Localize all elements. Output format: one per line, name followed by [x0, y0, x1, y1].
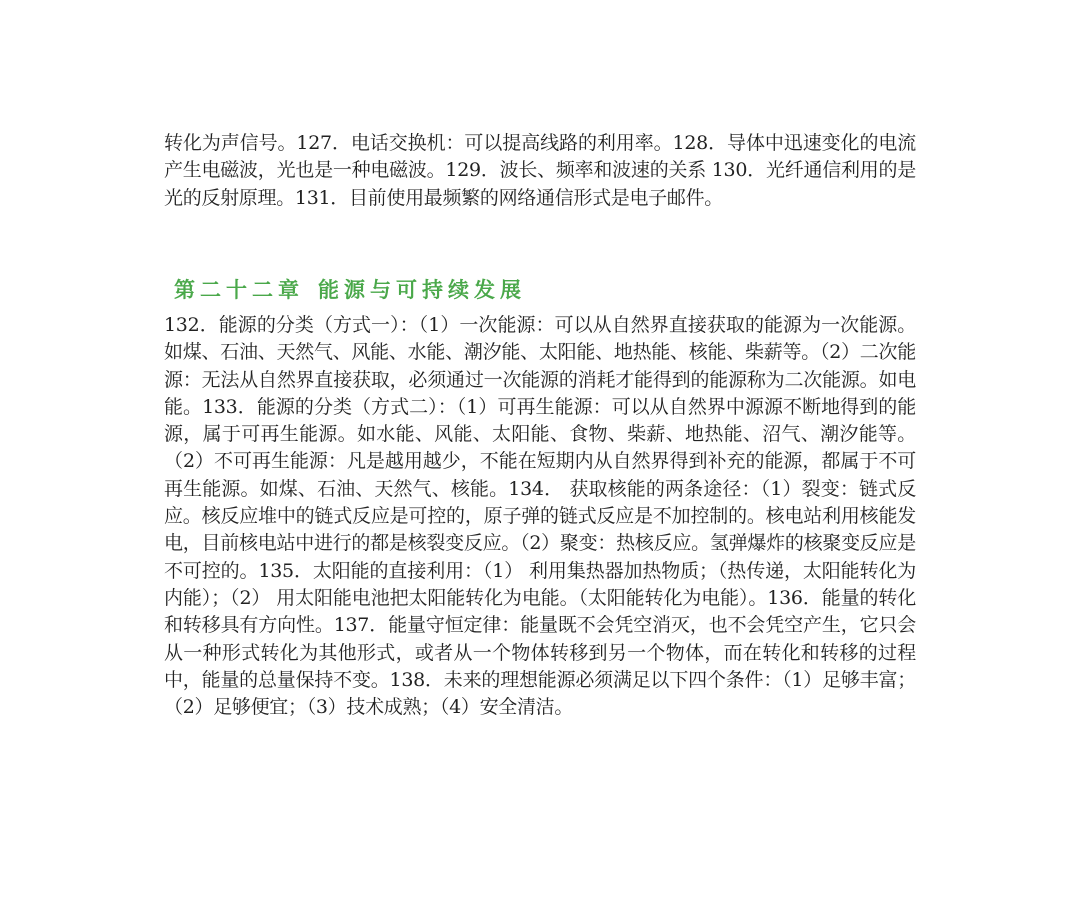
continued-paragraph: 转化为声信号。127．电话交换机：可以提高线路的利用率。128．导体中迅速变化的电流产生电磁波，光也是一种电磁波。129．波长、频率和波速的关系 130．光纤通信利用的是光的反射原理。131．目前使用最频繁的网络通信形式是电子邮件。 [164, 132, 916, 209]
chapter-heading [174, 275, 526, 305]
chapter-title: 能源与可持续发展 [318, 278, 526, 302]
chapter-body-paragraph: 132．能源的分类（方式一）：（1）一次能源：可以从自然界直接获取的能源为一次能源。如煤、石油、天然气、风能、水能、潮汐能、太阳能、地热能、核能、柴薪等。（2）二次能源：无法从自然界直接获取，必须通过一次能源的消耗才能得到的能源称为二次能源。如电能。133．能源的分类（方式二）：（1）可再生能源：可以从自然界中源源不断地得到的能源，属于可再生能源。如水能、风能、太阳能、食物、柴薪、地热能、沼气、潮汐能等。（2）不可再生能源：凡是越用越少，不能在短期内从自然界得到补充的能源，都属于不可再生能源。如煤、石油、天然气、核能。134． 获取核能的两条途径：（1）裂变：链式反应。核反应堆中的链式反应是可控的，原子弹的链式反应是不加控制的。核电站利用核能发电，目前核电站中进行的都是核裂变反应。（2）聚变：热核反应。氢弹爆炸的核聚变反应是不可控的。135．太阳能的直接利用：（1） 利用集热器加热物质；（热传递，太阳能转化为内能）；（2） 用太阳能电池把太阳能转化为电能。（太阳能转化为电能）。136．能量的转化和转移具有方向性。137．能量守恒定律：能量既不会凭空消灭，也不会凭空产生，它只会从一种形式转化为其他形式，或者从一个物体转移到另一个物体，而在转化和转移的过程中，能量的总量保持不变。138．未来的理想能源必须满足以下四个条件：（1）足够丰富；（2）足够便宜；（3）技术成熟；（4）安全清洁。 [164, 314, 916, 719]
chapter-number: 第二十二章 [174, 278, 304, 302]
